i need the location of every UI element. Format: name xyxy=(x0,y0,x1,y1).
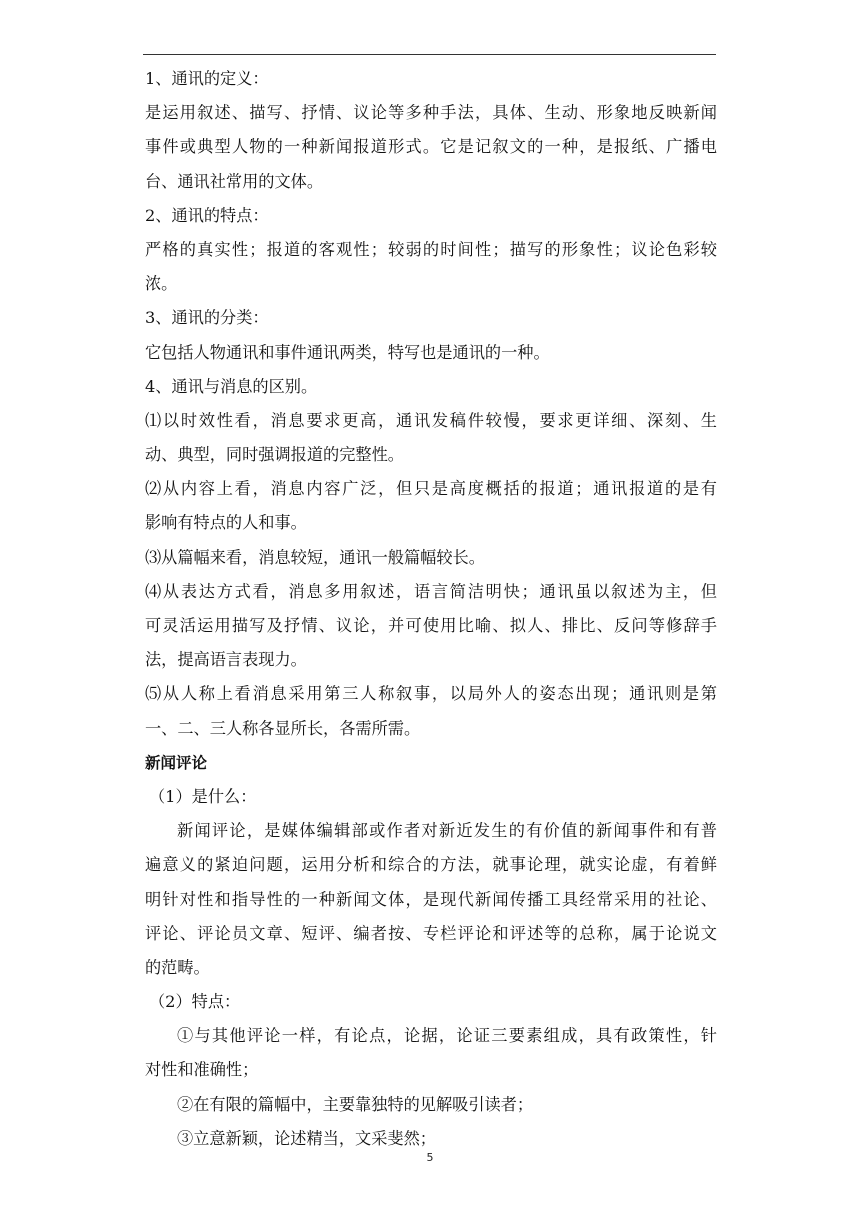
text-line: 影响有特点的人和事。 xyxy=(145,513,307,533)
text-line: 评论、评论员文章、短评、编者按、专栏评论和评述等的总称，属于论说文 xyxy=(145,923,717,943)
text-line: ⑷从表达方式看，消息多用叙述，语言简洁明快；通讯虽以叙述为主，但 xyxy=(145,581,717,601)
text-line: 浓。 xyxy=(145,274,178,294)
text-line: 对性和准确性； xyxy=(145,1060,259,1080)
text-line: ⑶从篇幅来看，消息较短，通讯一般篇幅较长。 xyxy=(145,547,485,567)
text-line: 新闻评论，是媒体编辑部或作者对新近发生的有价值的新闻事件和有普 xyxy=(177,821,717,841)
text-line: 可灵活运用描写及抒情、议论，并可使用比喻、拟人、排比、反问等修辞手 xyxy=(145,616,717,635)
text-line: ③立意新颖，论述精当，文采斐然； xyxy=(177,1128,436,1148)
text-line: 3、通讯的分类： xyxy=(145,308,269,328)
text-line: 的范畴。 xyxy=(145,957,210,977)
text-line: 4、通讯与消息的区别。 xyxy=(145,376,318,396)
text-line: （1）是什么： xyxy=(149,786,257,806)
text-line: 明针对性和指导性的一种新闻文体，是现代新闻传播工具经常采用的社论、 xyxy=(145,889,717,909)
text-line: ②在有限的篇幅中，主要靠独特的见解吸引读者； xyxy=(177,1094,534,1114)
text-line: ⑸从人称上看消息采用第三人称叙事，以局外人的姿态出现；通讯则是第 xyxy=(145,684,717,704)
text-line: 事件或典型人物的一种新闻报道形式。它是记叙文的一种，是报纸、广播电 xyxy=(145,137,717,157)
text-line: 它包括人物通讯和事件通讯两类，特写也是通讯的一种。 xyxy=(145,342,550,362)
text-line: 一、二、三人称各显所长，各需所需。 xyxy=(145,718,421,738)
text-line: 2、通讯的特点： xyxy=(145,205,269,225)
text-line: ⑵从内容上看，消息内容广泛，但只是高度概括的报道；通讯报道的是有 xyxy=(145,479,717,499)
text-line: 法，提高语言表现力。 xyxy=(145,650,307,670)
header-rule xyxy=(143,54,716,55)
text-line: 1、通讯的定义： xyxy=(145,69,269,88)
document-body xyxy=(145,62,717,1156)
text-line: 台、通讯社常用的文体。 xyxy=(145,171,324,191)
text-line: ⑴以时效性看，消息要求更高，通讯发稿件较慢，要求更详细、深刻、生 xyxy=(145,410,717,430)
section-heading: 新闻评论 xyxy=(145,753,208,772)
text-line: 遍意义的紧迫问题，运用分析和综合的方法，就事论理，就实论虚，有着鲜 xyxy=(145,855,717,875)
text-line: 严格的真实性；报道的客观性；较弱的时间性；描写的形象性；议论色彩较 xyxy=(145,239,717,259)
text-line: 动、典型，同时强调报道的完整性。 xyxy=(145,445,404,465)
page-number: 5 xyxy=(426,1151,434,1164)
text-line: ①与其他评论一样，有论点，论据，论证三要素组成，具有政策性，针 xyxy=(177,1026,717,1046)
text-line: 是运用叙述、描写、抒情、议论等多种手法，具体、生动、形象地反映新闻 xyxy=(145,103,717,123)
text-line: （2）特点： xyxy=(149,992,241,1012)
